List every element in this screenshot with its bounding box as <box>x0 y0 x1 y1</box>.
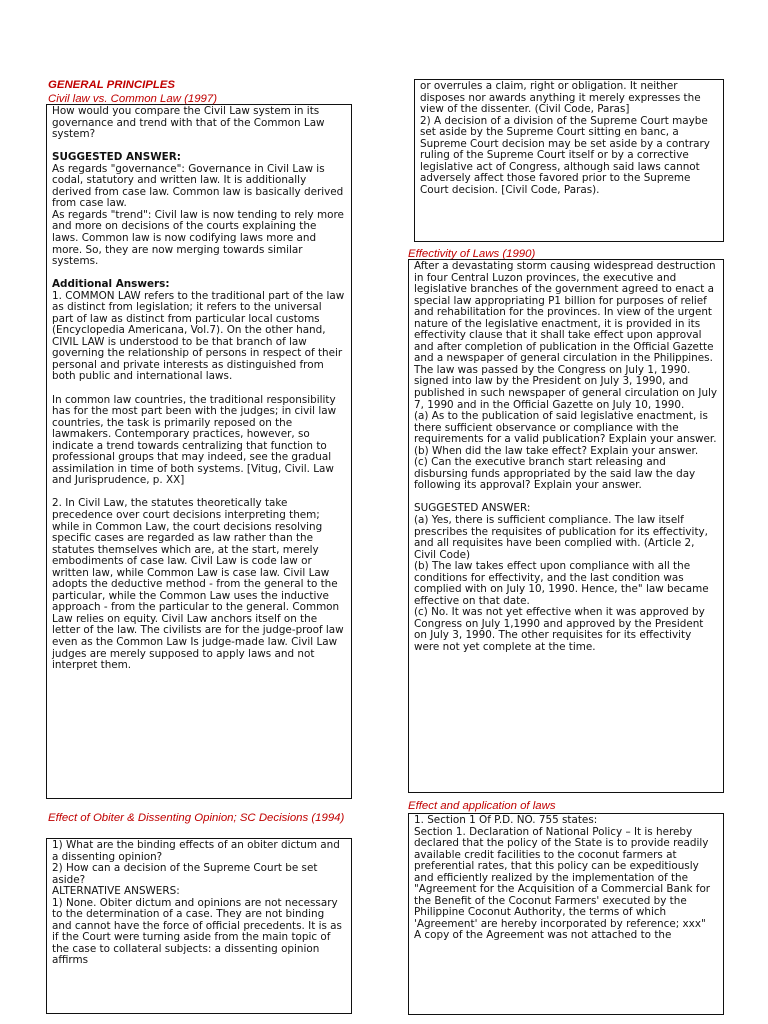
answer-paragraph: 1) None. Obiter dictum and opinions are not necessary to the determination of a case. They are not binding and cannot have the force of official precedents. It is as if the Court were turning aside from the main topic of the case to collateral subjects: a dissenting opinion affirms <box>52 896 346 967</box>
answer-paragraph: 2. In Civil Law, the statutes theoretically take precedence over court decisions interpreting them; while in Common Law, the court decisions resolving specific cases are regarded as law rather than the statutes themselves which are, at the start, merely embodiments of case law. Civil Law is code law or written law, while Common Law is case law. Civil Law adopts the deductive method - from the general to the particular, while the Common Law uses the inductive approach - from the particular to the general. Common Law relies on equity. Civil Law anchors itself on the letter of the law. The civilists are for the judge-proof law even as the Common Law Is judge-made law. Civil Law judges are merely supposed to apply laws and not interpret them. <box>52 497 347 672</box>
question-text: (a) As to the publication of said legislative enactment, is there sufficient observance or compliance with the requirements for a valid publication? Explain your answer. <box>414 410 717 446</box>
qa-box-civil-vs-common <box>46 104 352 799</box>
question-text: (c) Can the executive branch start releasing and disbursing funds appropriated by the said law the day following its approval? Explain your answer. <box>414 456 699 492</box>
answer-paragraph: or overrules a claim, right or obligation. It neither disposes nor awards anything it merely expresses the view of the dissenter. (Civil Code, Paras] <box>420 80 704 116</box>
section-title: GENERAL PRINCIPLES <box>48 79 176 91</box>
question-text: 1. Section 1 Of P.D. NO. 755 states: <box>414 814 598 826</box>
qa-box-effectivity <box>408 259 724 793</box>
answer-paragraph: As regards "governance": Governance in Civil Law is codal, statutory and written law. It is additionally derived from case law. Common law is basically derived from case law. <box>52 162 347 210</box>
alternative-answers-label: ALTERNATIVE ANSWERS: <box>52 885 180 898</box>
question-text: (b) When did the law take effect? Explain your answer. <box>414 444 699 457</box>
qa-box-effect-application <box>408 813 724 1015</box>
qa-box-continued <box>414 79 724 242</box>
topic-heading-civil-vs-common: Civil law vs. Common Law (1997) <box>48 93 218 105</box>
question-text: 2) How can a decision of the Supreme Court be set aside? <box>52 862 321 886</box>
topic-heading-effectivity: Effectivity of Laws (1990) <box>408 248 536 260</box>
question-text: After a devastating storm causing widespread destruction in four Central Luzon provinces, the executive and legislative branches of the government agreed to enact a special law appropriating P1 billion for purposes of relief and rehabilitation for the provinces. In view of the urgent nature of the legislative enactment, it is provided in its effectivity clause that it shall take effect upon approval and after completion of publication in the Official Gazette and a newspaper of general circulation in the Philippines. The law was passed by the Congress on July 1, 1990. signed into law by the President on July 3, 1990, and published in such newspaper of general circulation on July 7, 1990 and in the Official Gazette on July 10, 1990. <box>414 260 721 411</box>
answer-paragraph: (a) Yes, there is sufficient compliance. The law itself prescribes the requisites of publication for its effectivity, and all requisites have been complied with. (Article 2, Civil Code) <box>414 513 712 561</box>
answer-paragraph: As regards "trend": Civil law is now tending to rely more and more on decisions of the courts explaining the laws. Common law is now codifying laws more and more. So, they are now merging towards similar systems. <box>52 208 348 268</box>
question-text: Section 1. Declaration of National Policy – It is hereby declared that the policy of the State is to provide readily available credit facilities to the coconut farmers at preferential rates, that this policy can be expeditiously and efficiently realized by the implementation of the "Agreement for the Acquisition of a Commercial Bank for the Benefit of the Coconut Farmers' executed by the Philippine Coconut Authority, the terms of which 'Agreement' are hereby incorporated by reference; xxx" <box>414 825 714 930</box>
question-text: 1) What are the binding effects of an obiter dictum and a dissenting opinion? <box>52 839 344 863</box>
topic-heading-obiter: Effect of Obiter & Dissenting Opinion; SC Decisions (1994) <box>48 812 345 824</box>
answer-paragraph: (b) The law takes effect upon compliance with all the conditions for effectivity, and the last condition was complied with on July 10, 1990. Hence, the" law became effective on that date. <box>414 560 712 607</box>
question-text: How would you compare the Civil Law system in its governance and trend with that of the Common Law system? <box>52 105 328 141</box>
answer-paragraph: 1. COMMON LAW refers to the traditional part of the law as distinct from legislation; it refers to the universal part of law as distinct from particular local customs (Encyclopedia Americana, Vol.7). On the other hand, CIVIL LAW is understood to be that branch of law governing the relationship of persons in respect of their personal and private interests as distinguished from both public and international laws. <box>52 289 348 383</box>
answer-paragraph: 2) A decision of a division of the Supreme Court maybe set aside by the Supreme Court sitting en banc, a Supreme Court decision may be set aside by a contrary ruling of the Supreme Court itself or by a corrective legislative act of Congress, although said laws cannot adversely affect those favored prior to the Supreme Court decision. [Civil Code, Paras). <box>420 114 714 196</box>
question-text: A copy of the Agreement was not attached to the <box>414 929 672 942</box>
answer-paragraph: In common law countries, the traditional responsibility has for the most part been with the judges; in civil law countries, the task is primarily reposed on the lawmakers. Contemporary practices, however, so indicate a trend towards centralizing that function to professional groups that may indeed, see the gradual assimilation in time of both systems. [Vitug, Civil. Law and Jurisprudence, p. XX] <box>52 393 340 487</box>
suggested-answer-label: SUGGESTED ANSWER: <box>52 151 181 164</box>
suggested-answer-label: SUGGESTED ANSWER: <box>414 502 531 515</box>
topic-heading-effect-application: Effect and application of laws <box>408 800 556 812</box>
qa-box-obiter <box>46 838 352 1014</box>
additional-answers-label: Additional Answers: <box>52 278 170 291</box>
answer-paragraph: (c) No. It was not yet effective when it was approved by Congress on July 1,1990 and approved by the President on July 3, 1990. The other requisites for its effectivity were not yet complete at the time. <box>414 606 709 653</box>
